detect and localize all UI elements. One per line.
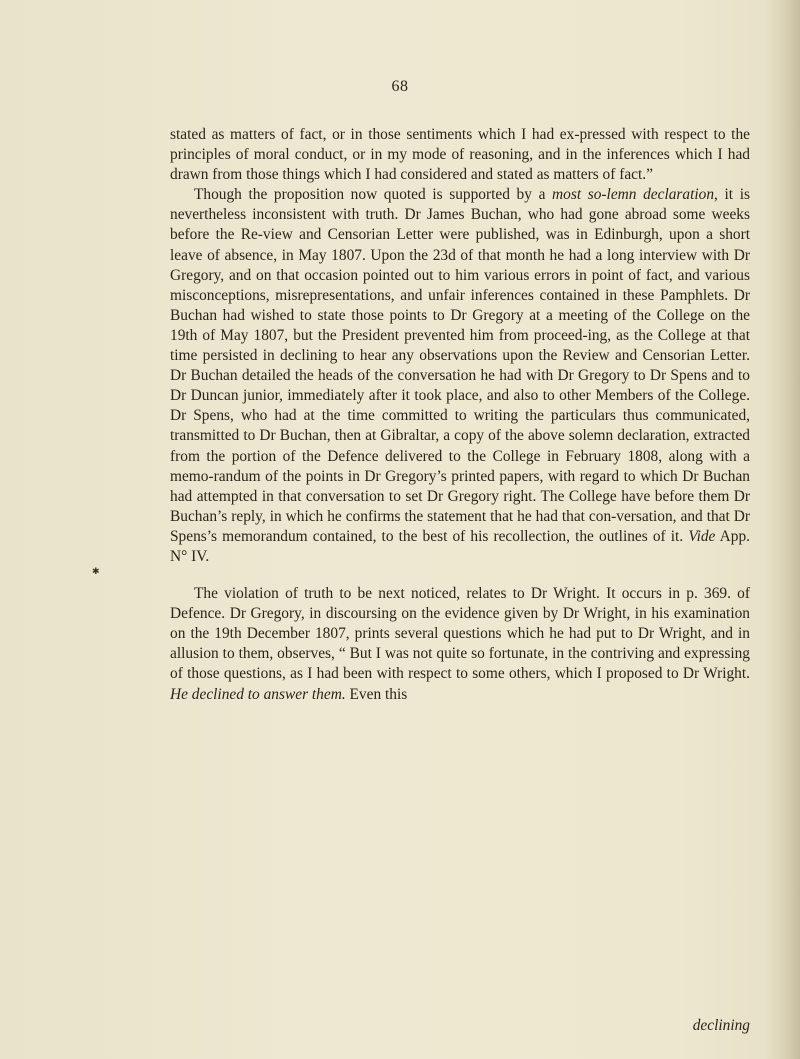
catchword: declining (692, 1017, 750, 1034)
paragraph-3-text-end: Even this (345, 685, 408, 703)
paragraph-2-italic-phrase: most so-lemn declaration (552, 186, 715, 204)
paragraph-3-italic-phrase: He declined to answer them. (170, 685, 346, 703)
paragraph-2-text-start: Though the proposition now quoted is supported by a (194, 186, 553, 204)
paragraph-2-text-middle: , it is nevertheless inconsistent with truth. Dr James Buchan, who had gone abroad some weeks before the Re-view and Censorian Letter were published, was in Edinburgh, upon a short leave of absence, in May 1807. Upon the 23d of that month he had a long interview with Dr Gregory, and on that occasion pointed out to him various errors in point of fact, and various misconceptions, misrepresentations, and unfair inferences contained in these Pamphlets. Dr Buchan had wished to state those points to Dr Gregory at a meeting of the College on the 19th of May 1807, but the President prevented him from proceed-ing, as the College at that time persisted in declining to hear any observations upon the Review and Censorian Letter. Dr Buchan detailed the heads of the conversation he had with Dr Gregory to Dr Spens and to Dr Duncan junior, immediately after it took place, and also to other Members of the College. Dr Spens, who had at the time committed to writing the particulars thus communicated, transmitted to Dr Buchan, then at Gibraltar, a copy of the above solemn declaration, extracted from the portion of the Defence delivered to the College in February 1808, along with a memo-randum of the points in Dr Gregory’s printed papers, with regard to which Dr Buchan had attempted in that conversation to set Dr Gregory right. The College have before them Dr Buchan’s reply, in which he confirms the statement that he had that con-versation, and that Dr Spens’s memorandum contained, to the best of his recollection, the outlines of it. (170, 186, 750, 545)
body-text (170, 125, 750, 705)
paragraph-3-text-start: The violation of truth to be next noticed, relates to Dr Wright. It occurs in p. 369. of Defence. Dr Gregory, in discoursing on the evidence given by Dr Wright, in his examination on the 19th December 1807, prints several questions which he had put to Dr Wright, and in allusion to them, observes, “ But I was not quite so fortunate, in the contriving and expressing of those questions, as I had been with respect to some others, which I proposed to Dr Wright. (170, 585, 750, 683)
paragraph-1-text: stated as matters of fact, or in those sentiments which I had ex-pressed with respect to the principles of moral conduct, or in my mode of reasoning, and in the inferences which I had drawn from those things which I had considered and stated as matters of fact.” (170, 126, 750, 184)
paragraph-2-text-end: App. N° IV. (170, 527, 750, 565)
page-number: 68 (391, 78, 409, 95)
paragraph-3 (170, 584, 750, 705)
paragraph-2 (170, 185, 750, 567)
page-edge-shadow (766, 0, 800, 1059)
paragraph-1 (170, 125, 750, 185)
paragraph-2-vide: Vide (688, 527, 716, 545)
ink-mark: ✱ (92, 566, 100, 576)
